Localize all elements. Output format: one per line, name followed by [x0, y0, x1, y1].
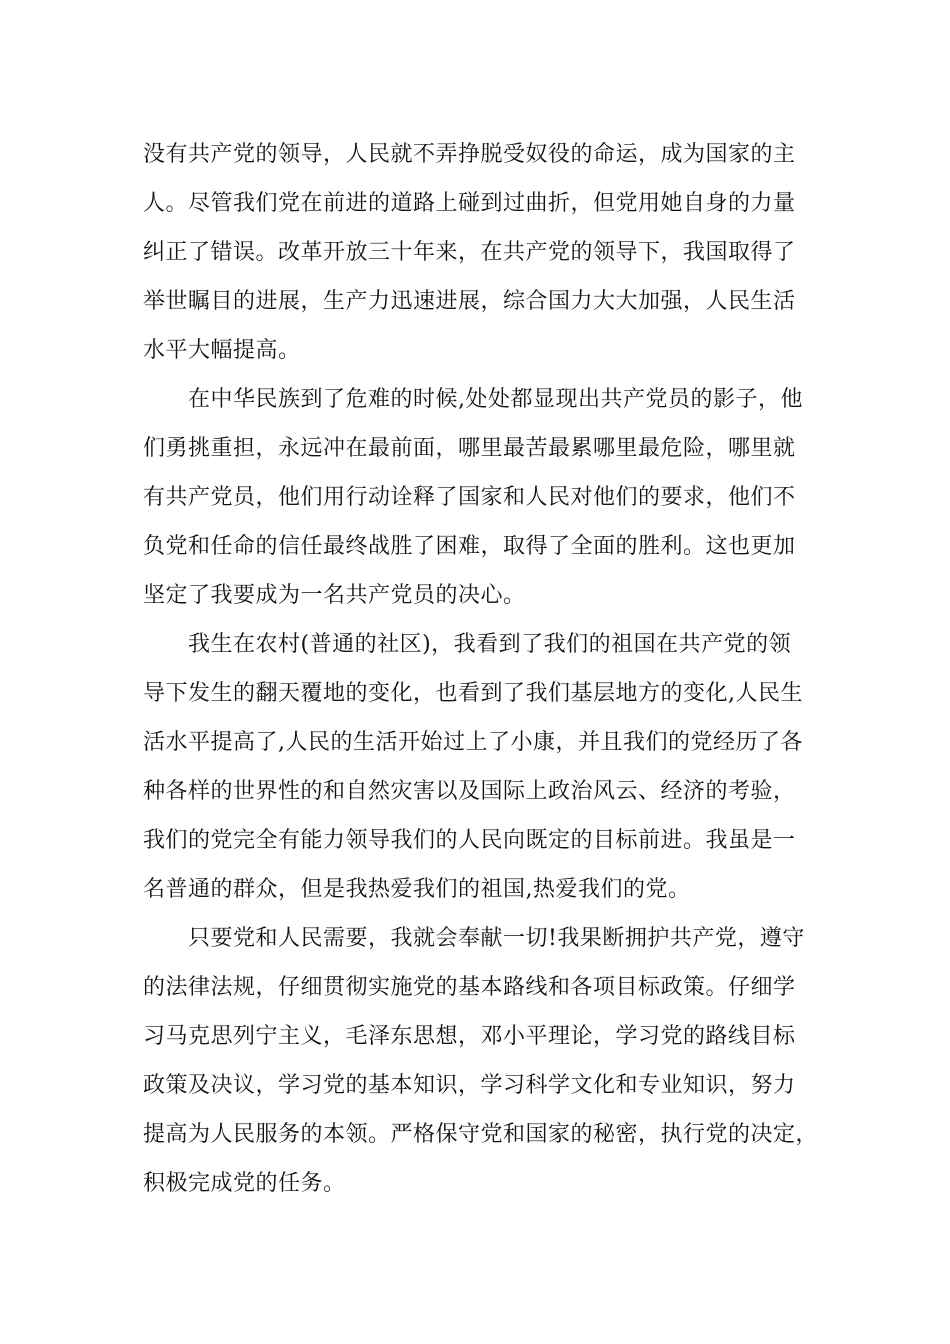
- text-line: 负党和任命的信任最终战胜了困难，取得了全面的胜利。这也更加: [143, 534, 796, 559]
- text-line: 只要党和人民需要，我就会奉献一切!我果断拥护共产党，遵守: [143, 926, 805, 951]
- text-line: 有共产党员，他们用行动诠释了国家和人民对他们的要求，他们不: [143, 485, 796, 510]
- text-line: 活水平提高了,人民的生活开始过上了小康，并且我们的党经历了各: [143, 730, 803, 755]
- text-line: 导下发生的翻天覆地的变化，也看到了我们基层地方的变化,人民生: [143, 681, 803, 706]
- body-text: [143, 130, 823, 1208]
- text-line: 的法律法规，仔细贯彻实施党的基本路线和各项目标政策。仔细学: [143, 975, 796, 1000]
- text-line: 们勇挑重担，永远冲在最前面，哪里最苦最累哪里最危险，哪里就: [143, 436, 796, 461]
- text-line: 举世瞩目的进展，生产力迅速进展，综合国力大大加强，人民生活: [143, 289, 796, 314]
- text-line: 我们的党完全有能力领导我们的人民向既定的目标前进。我虽是一: [143, 828, 796, 853]
- text-line: 水平大幅提高。: [143, 338, 301, 363]
- text-line: 积极完成党的任务。: [143, 1171, 346, 1196]
- text-line: 习马克思列宁主义，毛泽东思想，邓小平理论，学习党的路线目标: [143, 1024, 796, 1049]
- text-line: 没有共产党的领导，人民就不弄挣脱受奴役的命运，成为国家的主: [143, 142, 796, 167]
- text-line: 提高为人民服务的本领。严格保守党和国家的秘密，执行党的决定，: [143, 1122, 819, 1147]
- paragraph-4: [143, 914, 823, 1208]
- paragraph-1: [143, 130, 823, 375]
- paragraph-2: [143, 375, 823, 620]
- text-line: 我生在农村(普通的社区)，我看到了我们的祖国在共产党的领: [143, 632, 792, 657]
- text-line: 人。尽管我们党在前进的道路上碰到过曲折，但党用她自身的力量: [143, 191, 796, 216]
- text-line: 政策及决议，学习党的基本知识，学习科学文化和专业知识，努力: [143, 1073, 796, 1098]
- text-line: 在中华民族到了危难的时候,处处都显现出共产党员的影子，他: [143, 387, 803, 412]
- text-line: 纠正了错误。改革开放三十年来，在共产党的领导下，我国取得了: [143, 240, 796, 265]
- text-line: 坚定了我要成为一名共产党员的决心。: [143, 583, 526, 608]
- text-line: 名普通的群众，但是我热爱我们的祖国,热爱我们的党。: [143, 877, 691, 902]
- paragraph-3: [143, 620, 823, 914]
- text-line: 种各样的世界性的和自然灾害以及国际上政治风云、经济的考验，: [143, 779, 796, 804]
